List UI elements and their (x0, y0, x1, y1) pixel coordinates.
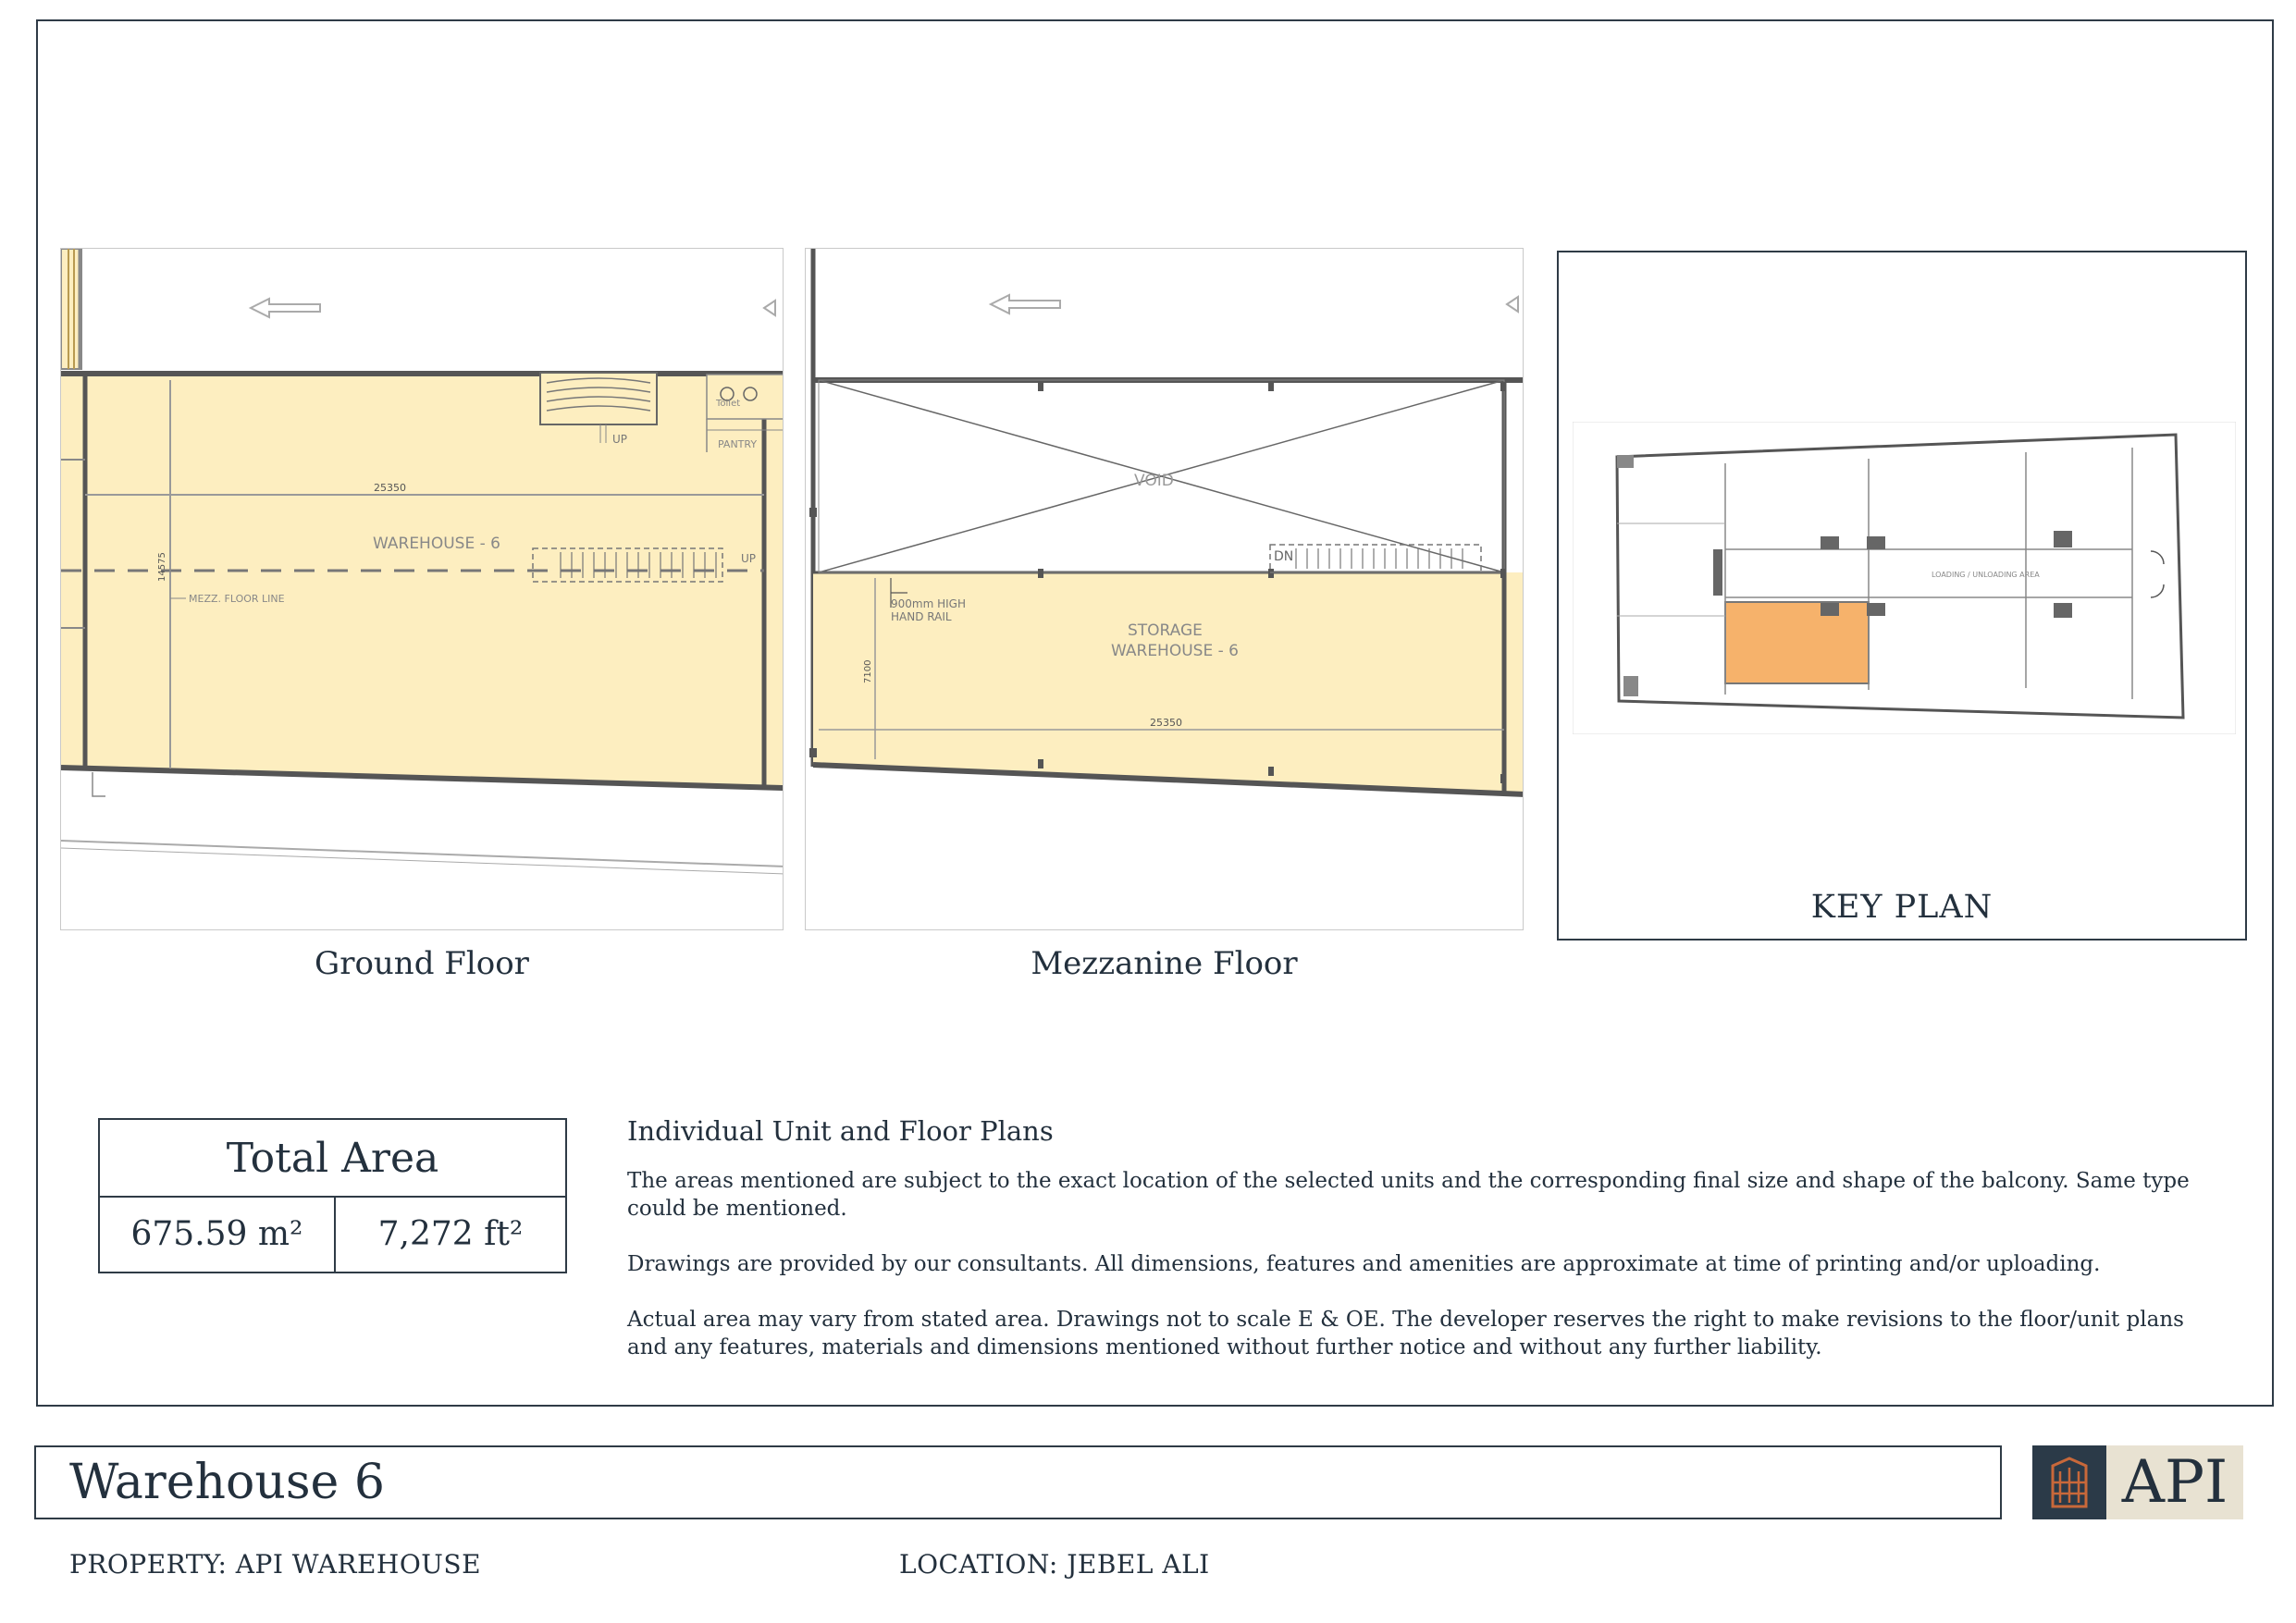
page-title: Warehouse 6 (69, 1455, 385, 1510)
title-bar (34, 1445, 2002, 1519)
mezzanine-floor-drawing (806, 249, 1524, 930)
ground-floor-drawing (61, 249, 784, 930)
mezzanine-floor-plan (805, 248, 1524, 930)
arrow-left-icon (991, 295, 1518, 314)
total-area-box (98, 1118, 567, 1273)
mezz-dim-depth: 7100 (863, 659, 873, 683)
logo-text-box (2106, 1445, 2243, 1519)
mezz-dim-width: 25350 (1150, 717, 1182, 729)
mezz-floor-line-label: MEZZ. FLOOR LINE (189, 593, 285, 605)
notes-section (627, 1115, 2218, 1389)
stair-up-label: UP (612, 433, 628, 446)
ground-dim-width: 25350 (374, 482, 406, 494)
notes-paragraph-2: Drawings are provided by our consultants. All dimensions, features and amenities are approximate at time of printing and/or uploading. (627, 1252, 2101, 1276)
ground-room-label: WAREHOUSE - 6 (373, 535, 500, 553)
api-logo (2032, 1445, 2243, 1519)
building-icon (2032, 1445, 2106, 1519)
logo-mark (2032, 1445, 2106, 1519)
total-area-imperial: 7,272 ft² (377, 1215, 524, 1253)
arrow-left-icon (251, 299, 775, 317)
ground-floor-caption: Ground Floor (315, 945, 529, 982)
hand-rail-label-2: HAND RAIL (891, 610, 952, 623)
footer-property: PROPERTY: API WAREHOUSE (69, 1549, 482, 1580)
notes-paragraph-1: The areas mentioned are subject to the exact location of the selected units and the corresponding final size and shape of the balcony. Same type could be mentioned. (627, 1169, 2190, 1221)
footer-location: LOCATION: JEBEL ALI (899, 1549, 1210, 1580)
hand-rail-label-1: 900mm HIGH (891, 597, 966, 610)
total-area-metric: 675.59 m² (130, 1215, 303, 1253)
key-plan-center-label: LOADING / UNLOADING AREA (1932, 571, 2040, 579)
ground-dim-depth: 14575 (157, 552, 167, 582)
stair-dn-label: DN (1274, 549, 1294, 564)
notes-heading: Individual Unit and Floor Plans (627, 1115, 1054, 1147)
stair-run-up-label: UP (741, 552, 757, 565)
storage-label: STORAGE (1128, 621, 1203, 640)
mezz-room-label: WAREHOUSE - 6 (1111, 642, 1239, 660)
key-plan-drawing (1573, 422, 2236, 734)
logo-text: API (2121, 1448, 2228, 1517)
key-plan (1557, 251, 2247, 941)
void-label: VOID (1134, 472, 1174, 490)
key-plan-title: KEY PLAN (1810, 889, 1994, 926)
stair-run-icon (1270, 545, 1481, 572)
highlighted-unit (1725, 602, 1869, 683)
mezzanine-floor-caption: Mezzanine Floor (1031, 945, 1298, 982)
pantry-label: PANTRY (718, 438, 758, 450)
ground-floor-plan (60, 248, 784, 930)
total-area-title: Total Area (100, 1120, 565, 1198)
notes-paragraph-3: Actual area may vary from stated area. Drawings not to scale E & OE. The developer reserves the right to make revisions to the floor/unit plans and any features, materials and dimensions mentioned without further notice and without any further liability. (627, 1308, 2184, 1359)
toilet-label: Toilet (716, 399, 741, 409)
